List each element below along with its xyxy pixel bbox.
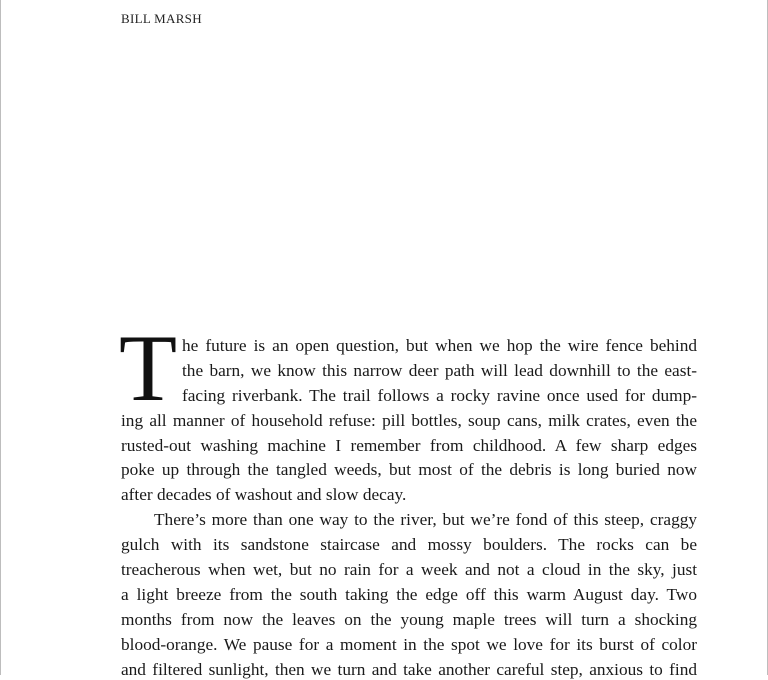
text-line: he future is an open question, but when we hop the wire fence behind (182, 336, 697, 355)
text-line: There’s more than one way to the river, but we’re fond of this steep, craggy (154, 510, 697, 529)
running-head-author: BILL MARSH (121, 11, 202, 26)
text-line: ing all manner of household refuse: pill bottles, soup cans, milk crates, even the (121, 411, 697, 430)
text-line: gulch with its sandstone staircase and mossy boulders. The rocks can be (121, 535, 697, 554)
text-line: treacherous when wet, but no rain for a week and not a cloud in the sky, just (121, 560, 697, 579)
text-line: a light breeze from the south taking the edge off this warm August day. Two (121, 585, 697, 604)
text-line: and filtered sunlight, then we turn and take another careful step, anxious to find (121, 660, 697, 679)
text-line: poke up through the tangled weeds, but most of the debris is long buried now (121, 460, 697, 479)
text-line: months from now the leaves on the young maple trees will turn a shocking (121, 610, 697, 629)
drop-cap: T (119, 315, 178, 421)
text-line: rusted-out washing machine I remember from childhood. A few sharp edges (121, 436, 697, 455)
text-line: blood-orange. We pause for a moment in the spot we love for its burst of color (121, 635, 697, 654)
text-line: after decades of washout and slow decay. (121, 485, 407, 504)
text-line: the barn, we know this narrow deer path will lead downhill to the east- (182, 361, 697, 380)
text-line: facing riverbank. The trail follows a rocky ravine once used for dump- (182, 386, 697, 405)
